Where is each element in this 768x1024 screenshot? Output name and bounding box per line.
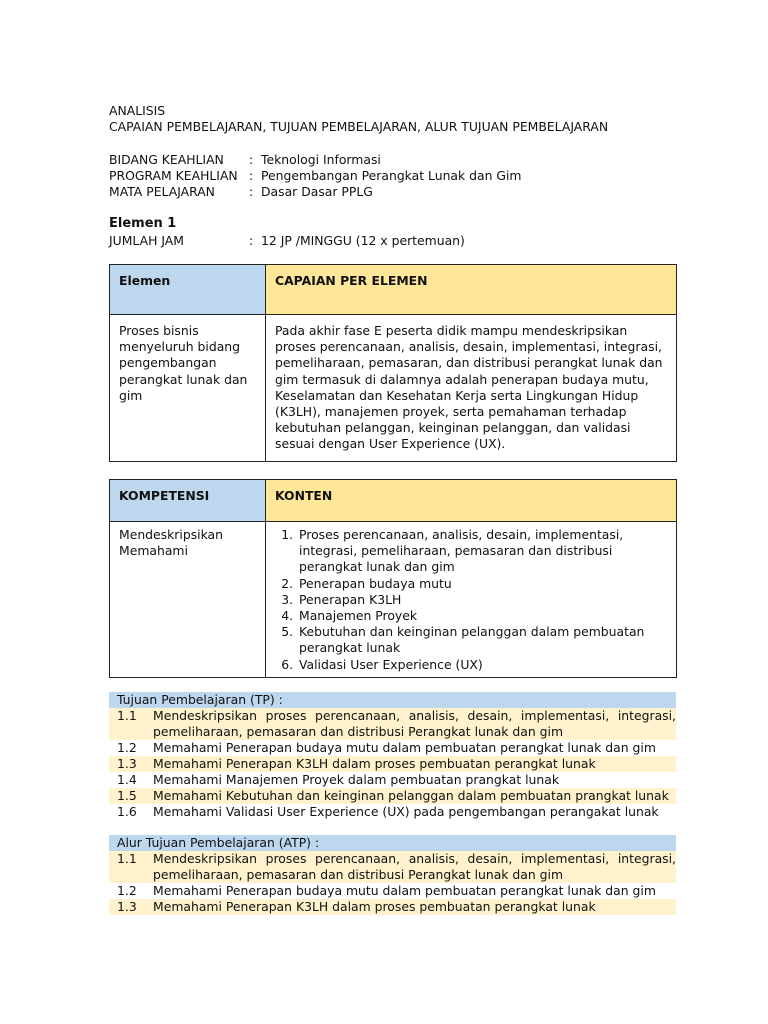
meta-value: Teknologi Informasi (261, 152, 381, 167)
list-item: 1. Proses perencanaan, analisis, desain, implementasi, integrasi, pemeliharaan, pemasaran dan distribusi perangkat lunak dan gim (297, 527, 667, 576)
atp-heading: Alur Tujuan Pembelajaran (ATP) : (109, 835, 676, 851)
tp-item (109, 772, 676, 788)
list-item: 4. Manajemen Proyek (297, 608, 667, 624)
tp-text: Mendeskripsikan proses perencanaan, analisis, desain, implementasi, integrasi, pemeliharaan, pemasaran dan distribusi Perangkat lunak dan gim (153, 708, 676, 739)
tp-heading: Tujuan Pembelajaran (TP) : (109, 692, 676, 708)
list-item: 2. Penerapan budaya mutu (297, 576, 667, 592)
tp-item (109, 708, 676, 740)
kompetensi-cell (110, 522, 266, 678)
elemen-heading: Elemen 1 (109, 216, 177, 231)
table-header-row (110, 480, 677, 522)
capaian-cell: Pada akhir fase E peserta didik mampu mendeskripsikan proses perencanaan, analisis, desain, implementasi, integrasi, pemeliharaan, pemasaran, dan distribusi perangkat lunak dan gim termasuk di dalamnya adalah penerapan budaya mutu, Keselamatan dan Kesehatan Kerja serta Lingkungan Hidup (K3LH), manajemen proyek, serta pemahaman terhadap kebutuhan pelanggan, keinginan pelanggan, dan validasi sesuai dengan User Experience (UX). (266, 315, 677, 462)
meta-colon: : (249, 168, 254, 183)
atp-number: 1.1 (117, 851, 137, 866)
tp-text: Memahami Penerapan budaya mutu dalam pembuatan perangkat lunak dan gim (153, 740, 656, 755)
tp-section (109, 692, 676, 820)
tp-number: 1.6 (117, 804, 137, 819)
kompetensi-item: Memahami (119, 543, 188, 559)
elemen-cell: Proses bisnis menyeluruh bidang pengembangan perangkat lunak dan gim (110, 315, 266, 462)
tp-text: Memahami Kebutuhan dan keinginan pelanggan dalam pembuatan prangkat lunak (153, 788, 669, 803)
tp-item (109, 756, 676, 772)
list-item: 3. Penerapan K3LH (297, 592, 667, 608)
meta-label: MATA PELAJARAN (109, 184, 215, 199)
header-kompetensi: KOMPETENSI (110, 480, 266, 522)
tp-text: Memahami Manajemen Proyek dalam pembuatan prangkat lunak (153, 772, 560, 787)
tp-number: 1.5 (117, 788, 137, 803)
table-row (110, 315, 677, 462)
tp-item (109, 740, 676, 756)
atp-item (109, 851, 676, 883)
atp-item (109, 883, 676, 899)
meta-colon: : (249, 184, 254, 199)
meta-value: Pengembangan Perangkat Lunak dan Gim (261, 168, 522, 183)
tp-text: Memahami Penerapan K3LH dalam proses pembuatan perangkat lunak (153, 756, 596, 771)
header-capaian: CAPAIAN PER ELEMEN (266, 265, 677, 315)
meta-label: PROGRAM KEAHLIAN (109, 168, 238, 183)
atp-number: 1.3 (117, 899, 137, 914)
tp-number: 1.2 (117, 740, 137, 755)
header-konten: KONTEN (266, 480, 677, 522)
list-item: 6. Validasi User Experience (UX) (297, 657, 667, 673)
atp-text: Memahami Penerapan K3LH dalam proses pembuatan perangkat lunak (153, 899, 596, 914)
atp-text: Memahami Penerapan budaya mutu dalam pembuatan perangkat lunak dan gim (153, 883, 656, 898)
konten-cell (266, 522, 677, 678)
list-item: 5. Kebutuhan dan keinginan pelanggan dalam pembuatan perangkat lunak (297, 624, 667, 656)
meta-label: BIDANG KEAHLIAN (109, 152, 224, 167)
tp-item (109, 804, 676, 820)
tp-number: 1.3 (117, 756, 137, 771)
meta-value: 12 JP /MINGGU (12 x pertemuan) (261, 233, 465, 248)
atp-section (109, 835, 676, 915)
konten-list (275, 527, 667, 673)
kompetensi-table (109, 479, 677, 678)
meta-colon: : (249, 233, 254, 248)
meta-colon: : (249, 152, 254, 167)
doc-subtitle: CAPAIAN PEMBELAJARAN, TUJUAN PEMBELAJARAN, ALUR TUJUAN PEMBELAJARAN (109, 119, 609, 134)
header-elemen: Elemen (110, 265, 266, 315)
capaian-table (109, 264, 677, 462)
tp-item (109, 788, 676, 804)
meta-value: Dasar Dasar PPLG (261, 184, 373, 199)
kompetensi-item: Mendeskripsikan (119, 527, 223, 542)
tp-text: Memahami Validasi User Experience (UX) pada pengembangan perangakat lunak (153, 804, 659, 819)
atp-text: Mendeskripsikan proses perencanaan, analisis, desain, implementasi, integrasi, pemeliharaan, pemasaran dan distribusi Perangkat lunak dan gim (153, 851, 676, 882)
table-row (110, 522, 677, 678)
tp-number: 1.1 (117, 708, 137, 723)
atp-item (109, 899, 676, 915)
table-header-row (110, 265, 677, 315)
tp-number: 1.4 (117, 772, 137, 787)
doc-title: ANALISIS (109, 103, 166, 118)
meta-label: JUMLAH JAM (109, 233, 184, 248)
atp-number: 1.2 (117, 883, 137, 898)
